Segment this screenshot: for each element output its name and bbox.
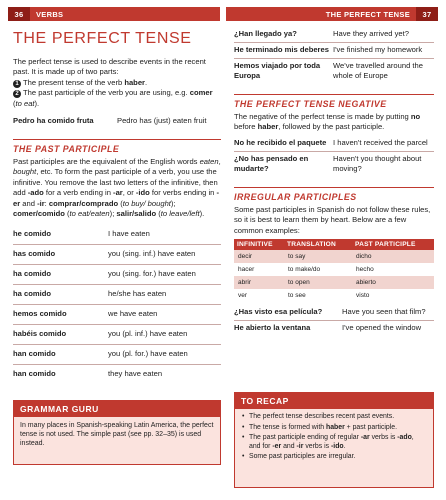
pp-example-2-en: to eat/eaten [69, 209, 110, 219]
irregular-table [234, 239, 434, 302]
pp-text-4: , or [122, 188, 136, 198]
conjugation-row [13, 285, 221, 305]
neg-text-3: , followed by the past participle. [278, 122, 385, 132]
header-infinitive: INFINITIVE [234, 239, 284, 250]
negative-example-row [234, 136, 434, 152]
table-row [234, 263, 434, 276]
pp-example-3: salir/salido [116, 209, 157, 219]
recap-3-and: and [281, 442, 297, 450]
irregular-example-english: I've opened the window [342, 323, 422, 333]
conjugation-spanish: he comido [13, 229, 51, 239]
negative-heading: THE PERFECT TENSE NEGATIVE [234, 94, 434, 109]
neg-text-2: before [234, 122, 258, 132]
conjugation-row [13, 345, 221, 365]
cell-participle: abierto [352, 276, 434, 289]
irregular-example-spanish: He abierto la ventana [234, 323, 311, 333]
cell-participle: dicho [352, 250, 434, 263]
phrase-spanish: He terminado mis deberes [234, 45, 329, 54]
phrase-english: We've travelled around the whole of Europe [333, 61, 423, 80]
conjugation-english: we have eaten [108, 309, 158, 319]
conjugation-table [13, 225, 221, 384]
cell-translation: to open [284, 276, 352, 289]
cell-translation: to make/do [284, 263, 352, 276]
right-running-title: THE PERFECT TENSE [325, 9, 410, 19]
conjugation-row [13, 305, 221, 325]
phrase-english: Have they arrived yet? [333, 29, 409, 38]
conjugation-spanish: has comido [13, 249, 56, 259]
conjugation-row [13, 365, 221, 384]
recap-3-ir: -ir [296, 442, 304, 450]
pp-example-1: comprar/comprado [48, 198, 119, 208]
recap-3-text: The past participle ending of regular [249, 434, 361, 442]
left-running-title: VERBS [36, 9, 64, 19]
grammar-guru-box [13, 400, 221, 465]
table-row [234, 250, 434, 263]
right-page-number: 37 [416, 7, 438, 21]
to-recap-title: TO RECAP [235, 393, 433, 409]
grammar-guru-text: In many places in Spanish-speaking Latin America, the perfect tense is not used. The simple past (see pp. 32–35) is used instead. [20, 422, 214, 447]
recap-3-ar: -ar [360, 434, 370, 442]
table-row [234, 276, 434, 289]
pp-ending-ido: -ido [135, 188, 150, 198]
recap-list [235, 409, 433, 462]
neg-keyword-no: no [410, 112, 421, 121]
point-2-text: The past participle of the verb you are using, e.g. [23, 88, 190, 98]
cell-infinitive: ver [234, 289, 284, 302]
pp-example-1-en: to buy/ bought [122, 198, 171, 208]
neg-keyword-haber: haber [257, 122, 279, 132]
conjugation-english: you (sing. inf.) have eaten [108, 249, 196, 259]
example-phrases [234, 27, 434, 84]
intro-sentence: The perfect tense is used to describe events in the recent past. It is made up of two parts: [13, 57, 206, 77]
phrase-row [234, 27, 434, 43]
negative-example-spanish: ¿No has pensado en mudarte? [234, 153, 309, 173]
intro-example-spanish: Pedro ha comido fruta [13, 116, 94, 126]
recap-3-ido: -ido [331, 442, 344, 450]
intro-example [13, 114, 221, 129]
phrase-row [234, 59, 434, 84]
negative-example-spanish: No he recibido el paquete [234, 137, 327, 147]
pp-ending-ar: -ar [113, 188, 123, 198]
pp-text-5: for verbs ending in [149, 188, 217, 198]
pp-ending-ir: -ir [37, 198, 45, 208]
cell-infinitive: decir [234, 250, 284, 263]
negative-text [234, 112, 434, 133]
cell-translation: to say [284, 250, 352, 263]
pp-word-bought: bought [13, 167, 37, 177]
header-translation: TRANSLATION [284, 239, 352, 250]
conjugation-spanish: hemos comido [13, 309, 67, 319]
left-page [13, 26, 221, 384]
pp-example-2: comer/comido [13, 209, 65, 219]
page-title: THE PERFECT TENSE [13, 30, 192, 47]
phrase-english: I've finished my homework [333, 45, 423, 54]
pp-ending-ado: -ado [27, 188, 44, 198]
recap-3-mid2: , and for [249, 434, 414, 450]
past-participle-text: Past participles are the equivalent of the English words eaten, bought, etc. To form the past participle of a verb, you use the infinitive. You remove the last two letters of the infinitive, then add -ado for a verb ending in -ar, or -ido for verbs ending in -er and -ir: comprar/comprado (to buy/ bought); comer/comido (to eat/eaten); salir/salido (to leave/left). [13, 157, 221, 219]
irregular-examples [234, 305, 434, 336]
recap-3-er: -er [272, 442, 282, 450]
negative-example-english: I haven't received the parcel [333, 137, 428, 147]
list-item: • Some past participles are irregular. [242, 453, 427, 462]
grammar-guru-title: GRAMMAR GURU [14, 401, 220, 417]
recap-3-mid1: verbs is [369, 434, 398, 442]
conjugation-row [13, 265, 221, 285]
point-number-1: 1 [13, 80, 21, 88]
conjugation-english: he/she has eaten [108, 289, 167, 299]
right-page [234, 26, 434, 336]
conjugation-spanish: han comido [13, 369, 56, 379]
point-1-keyword: haber [124, 77, 145, 87]
conjugation-row [13, 245, 221, 265]
phrase-row [234, 43, 434, 59]
negative-example-english: Haven't you thought about moving? [333, 153, 422, 173]
left-page-number: 36 [8, 7, 30, 21]
recap-3-mid3: verbs is [303, 442, 331, 450]
right-running-header [226, 7, 438, 21]
left-running-header [8, 7, 220, 21]
list-item: • The perfect tense describes recent past events. [242, 413, 427, 422]
intro-example-english: Pedro has (just) eaten fruit [117, 116, 207, 126]
point-2-translation: to eat [15, 98, 35, 108]
past-participle-heading: THE PAST PARTICIPLE [13, 139, 221, 154]
table-row [234, 289, 434, 302]
conjugation-english: they have eaten [108, 369, 163, 379]
list-item [242, 424, 427, 433]
point-1-text: The present tense of the verb [23, 77, 125, 87]
conjugation-row [13, 325, 221, 345]
pp-text-3: for a verb ending in [43, 188, 114, 198]
pp-ending-er: -er [13, 188, 220, 208]
negative-examples [234, 136, 434, 177]
pp-word-eaten: eaten [199, 157, 219, 167]
recap-2-text: The tense is formed with [249, 423, 326, 431]
cell-infinitive: abrir [234, 276, 284, 289]
recap-2-keyword: haber [325, 423, 345, 431]
negative-example-row [234, 152, 434, 177]
phrase-spanish: Hemos viajado por toda Europa [234, 61, 321, 80]
irregular-example-english: Have you seen that film? [342, 307, 426, 317]
conjugation-english: you (pl. for.) have eaten [108, 349, 188, 359]
pp-text-1: Past participles are the equivalent of the English words [13, 157, 200, 167]
pp-text-2: , etc. To form the past participle of a verb, you use the infinitive. You remove the last two letters of the infinitive, then add [13, 167, 218, 198]
point-1-end: . [145, 77, 148, 87]
irregular-heading: IRREGULAR PARTICIPLES [234, 187, 434, 202]
recap-3-ado: -ado [397, 434, 412, 442]
conjugation-spanish: habéis comido [13, 329, 67, 339]
irregular-example-row [234, 321, 434, 336]
conjugation-english: you (pl. inf.) have eaten [108, 329, 188, 339]
header-past-participle: PAST PARTICIPLE [352, 239, 434, 250]
pp-example-3-en: to leave/left [160, 209, 200, 219]
intro-text: The perfect tense is used to describe events in the recent past. It is made up of two parts: 1 The present tense of the verb haber. 2 The past participle of the verb you are using, e.g. comer (to eat). [13, 57, 213, 108]
irregular-table-header [234, 239, 434, 250]
recap-2-end: + past participle. [344, 423, 398, 431]
conjugation-english: you (sing. for.) have eaten [108, 269, 196, 279]
irregular-example-row [234, 305, 434, 321]
to-recap-box [234, 392, 434, 488]
list-item: • The past participle ending of regular -ar verbs is -ado, and for -er and -ir verbs is -ido. [242, 434, 427, 451]
cell-participle: visto [352, 289, 434, 302]
point-number-2: 2 [13, 90, 21, 98]
conjugation-row [13, 225, 221, 245]
neg-text-1: The negative of the perfect tense is made by putting [234, 112, 411, 121]
conjugation-spanish: ha comido [13, 269, 51, 279]
cell-translation: to see [284, 289, 352, 302]
point-2-keyword: comer [189, 88, 213, 98]
conjugation-english: I have eaten [108, 229, 150, 239]
cell-participle: hecho [352, 263, 434, 276]
conjugation-spanish: ha comido [13, 289, 51, 299]
pp-text-and: and [20, 198, 38, 208]
irregular-text: Some past participles in Spanish do not follow these rules, so it is best to learn them by heart. Below are a few common examples: [234, 204, 431, 235]
phrase-spanish: ¿Han llegado ya? [234, 29, 297, 38]
conjugation-spanish: han comido [13, 349, 56, 359]
cell-infinitive: hacer [234, 263, 284, 276]
irregular-example-spanish: ¿Has visto esa película? [234, 307, 323, 317]
